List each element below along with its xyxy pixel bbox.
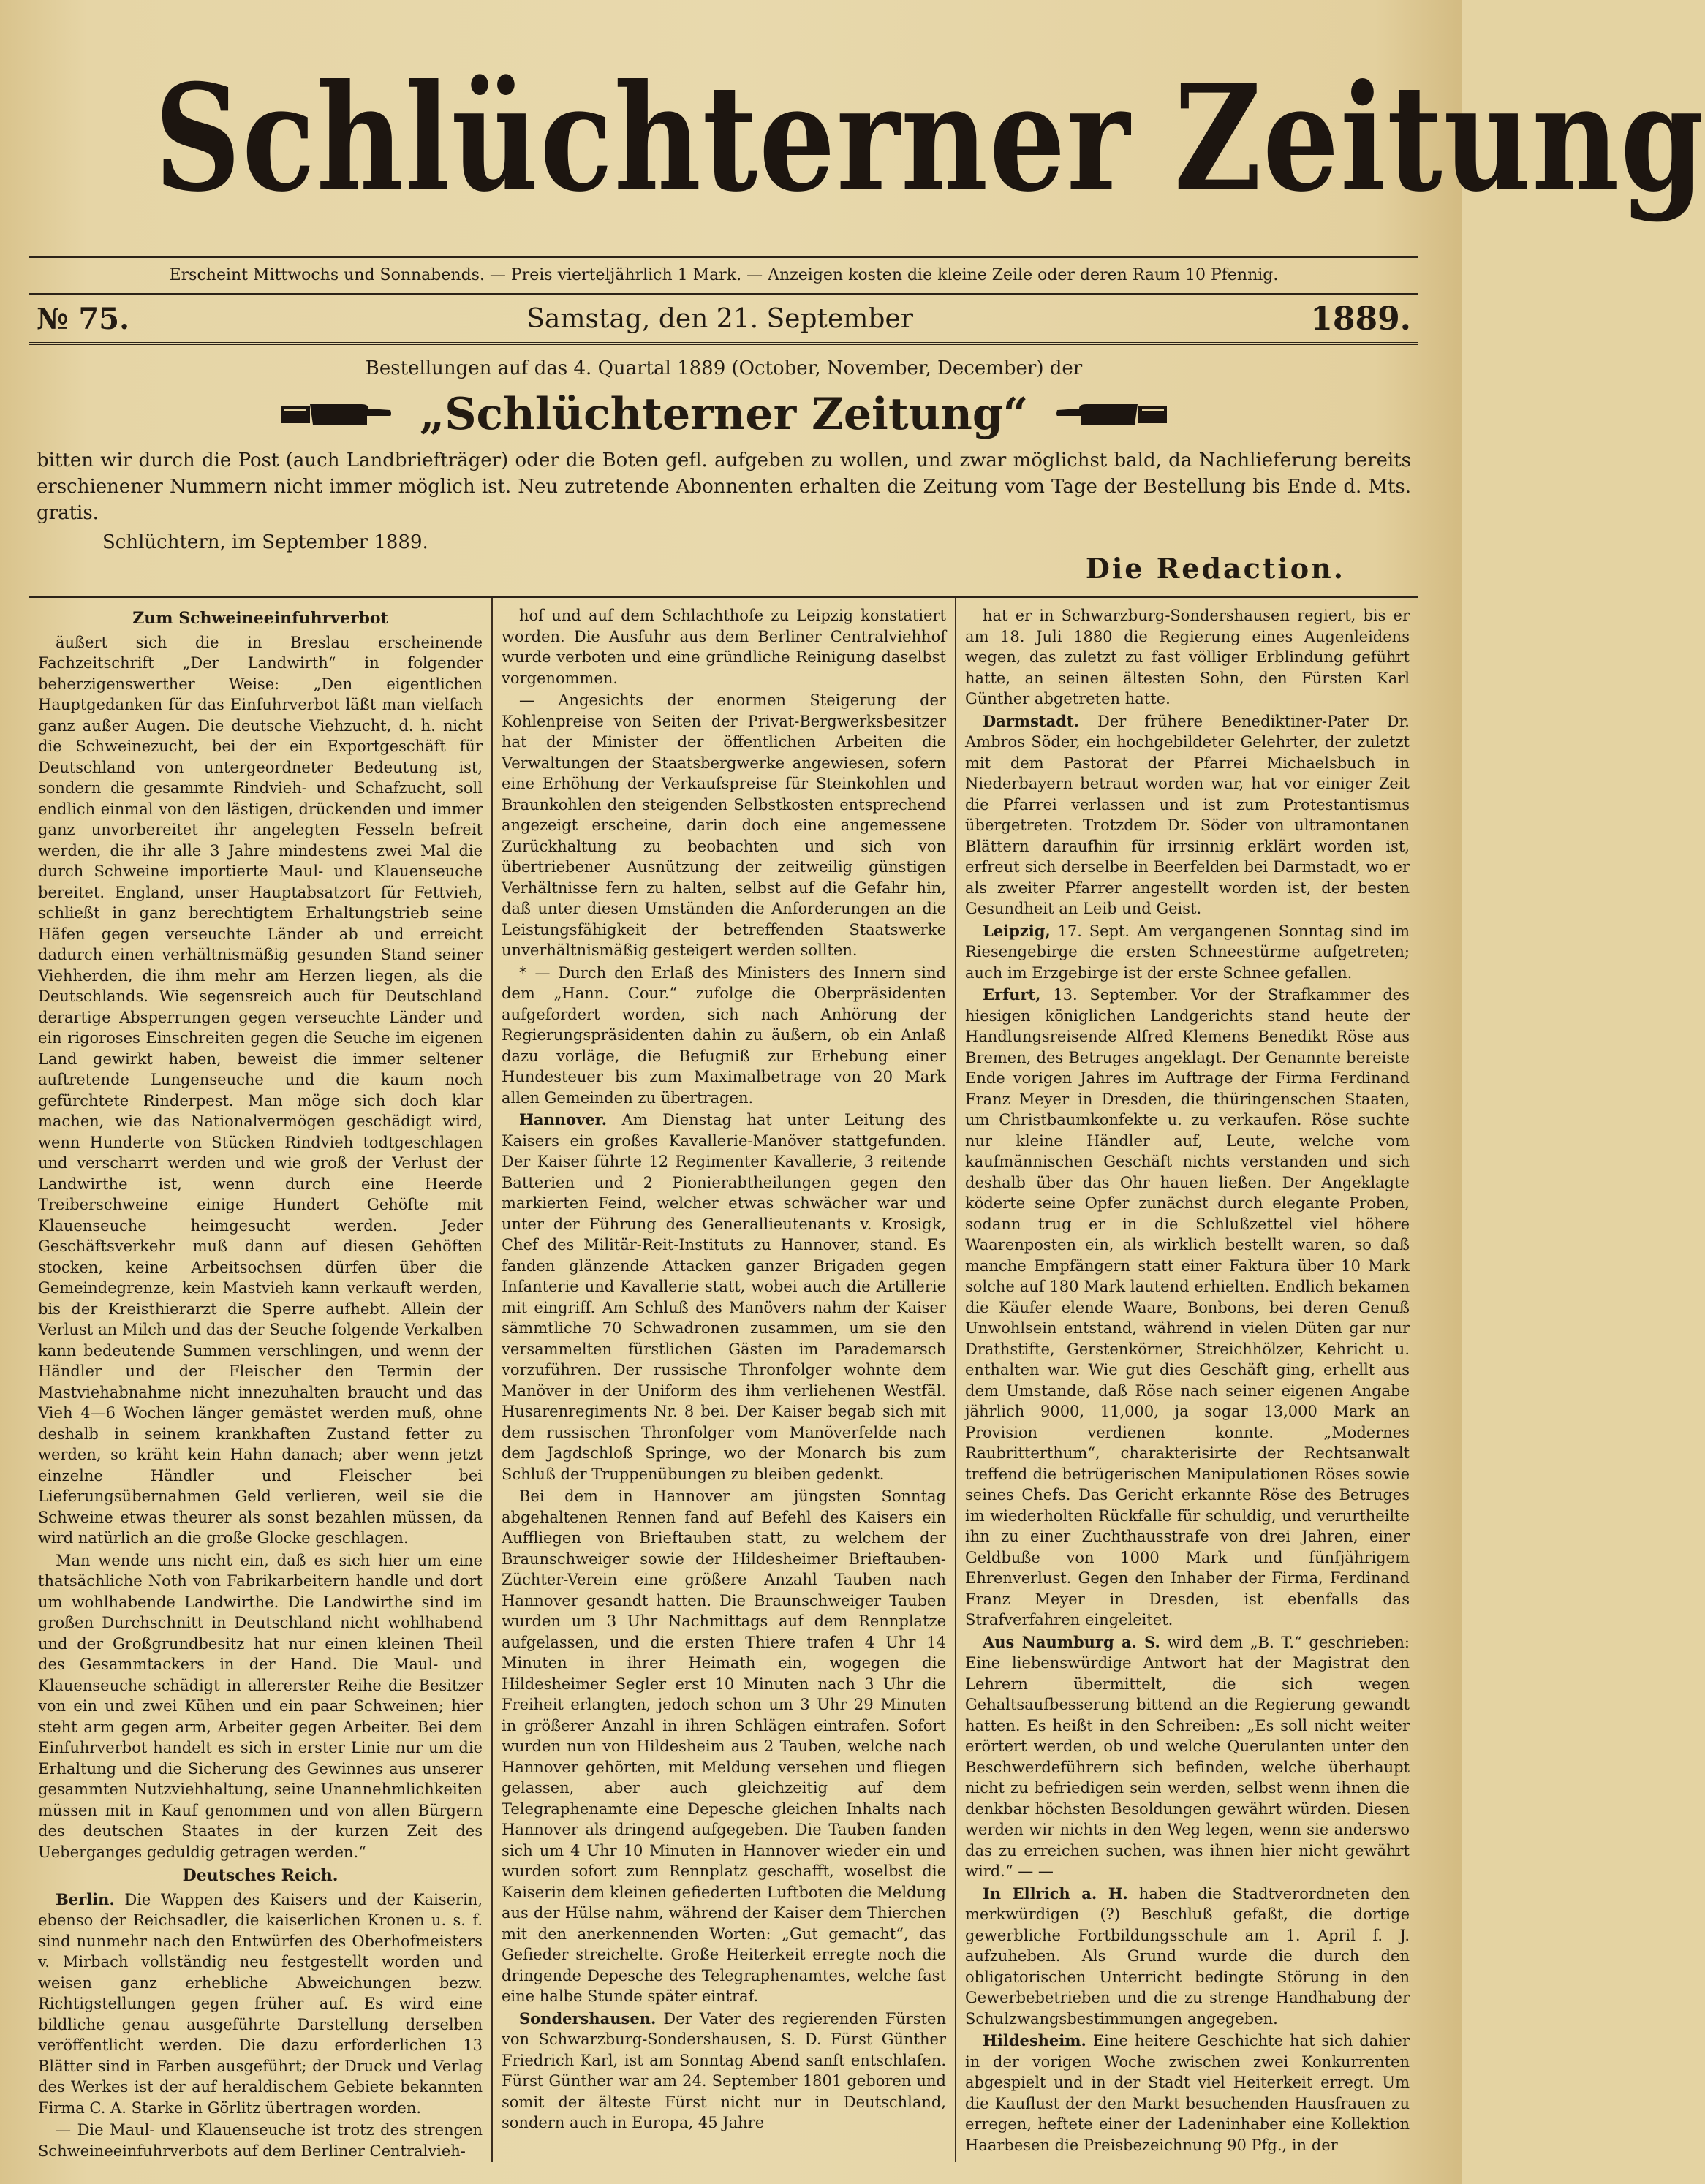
notice-signature-row	[37, 552, 1411, 585]
article-paragraph: hof und auf dem Schlachthofe zu Leipzig konstatiert worden. Die Ausfuhr aus dem Berliner Centralviehhof wurde verboten und eine gründliche Reinigung daselbst vorgenommen.	[502, 607, 946, 687]
masthead-title: Schlüchterner Zeitung	[154, 53, 1705, 224]
article-paragraph	[965, 711, 1410, 920]
pointing-hand-left-icon	[1057, 400, 1167, 429]
article-text: Eine heitere Geschichte hat sich dahier in der vorigen Woche zwischen zwei Konkurrenten abgespielt und in der Stadt viel Heiterkeit erregt. Um die Kauflust der den Markt besuchenden Hausfrauen zu erregen, heftete einer der Ladeninhaber eine Kollektion Haarbesen die Preisbezeichnung 90 Pfg., in der	[965, 2032, 1410, 2154]
dateline-place: Hildesheim.	[983, 2031, 1086, 2050]
column-2	[491, 598, 955, 2162]
notice-place-date: Schlüchtern, im September 1889.	[102, 531, 428, 553]
notice-body: bitten wir durch die Post (auch Landbriefträger) oder die Boten gefl. aufgeben zu wollen, und zwar möglichst bald, da Nachlieferung bereits erschienener Nummern nicht immer möglich ist. Neu zutretende Abonnenten erhalten die Zeitung vom Tage der Bestellung bis Ende d. Mts. gratis.	[37, 450, 1411, 524]
issue-number: № 75.	[37, 301, 129, 336]
notice-intro: Bestellungen auf das 4. Quartal 1889 (October, November, December) der	[365, 357, 1083, 379]
pointing-hand-right-icon	[281, 400, 390, 429]
subscription-notice	[29, 345, 1418, 585]
article-text: Der Vater des regierenden Fürsten von Schwarzburg-Sondershausen, S. D. Fürst Günther Friedrich Karl, ist am Sonntag Abend sanft entschlafen. Fürst Günther war am 24. September 1801 geboren und somit der älteste Fürst nicht nur in Deutschland, sondern auch in Europa, 45 Jahre	[502, 2009, 946, 2131]
article-paragraph	[965, 985, 1410, 1631]
notice-newspaper-name: „Schlüchterner Zeitung“	[419, 389, 1029, 440]
article-paragraph	[965, 2031, 1410, 2155]
article-columns	[29, 598, 1418, 2162]
issue-year: 1889.	[1310, 300, 1411, 338]
article-paragraph	[965, 1884, 1410, 2030]
article-text: 13. September. Vor der Strafkammer des hiesigen königlichen Landgerichts stand heute der Handlungsreisende Alfred Klemens Benedikt Röse aus Bremen, des Betruges angeklagt. Der Genannte bereiste Ende vorigen Jahres im Auftrage der Firma Ferdinand Franz Meyer in Dresden, die thüringenschen Staaten, um Christbaumkonfekte u. zu verkaufen. Röse suchte nur kleine Händler auf, Leute, welche vom kaufmännischen Geschäft nichts verstanden und sich deshalb über das Ohr hauen ließen. Der Angeklagte köderte seine Opfer zunächst durch elegante Proben, sodann trug er in die Schlußzettel viel höhere Waarenposten ein, als wirklich bestellt waren, so daß manche Empfängern statt einer Faktura über 10 Mark solche auf 180 Mark lautend erhielten. Endlich bekamen die Käufer elende Waare, Bonbons, bei deren Genuß Unwohlsein entstand, während in vielen Düten gar nur Drathstifte, Gerstenkörner, Streichhölzer, Kehricht u. enthalten war. Wie gut dies Geschäft ging, erhellt aus dem Umstande, daß Röse nach seiner eigenen Angabe jährlich 9000, 11,000, ja sogar 13,000 Mark an Provision verdienen konnte. „Modernes Raubritterthum“, charakterisirte der Rechtsanwalt treffend die betrügerischen Manipulationen Röses sowie seines Chefs. Das Gericht erkannte Röse des Betruges im wiederholten Rückfalle für schuldig, und verurtheilte ihn zu einer Zuchthausstrafe von drei Jahren, einer Geldbuße von 1000 Mark und fünfjährigem Ehrenverlust. Gegen den Inhaber der Firma, Ferdinand Franz Meyer in Dresden, ist ebenfalls das Strafverfahren eingeleitet.	[965, 986, 1410, 1628]
article-text: 17. Sept. Am vergangenen Sonntag sind im Riesengebirge die ersten Schneestürme aufgetreten; auch im Erzgebirge ist der erste Schnee gefallen.	[965, 922, 1410, 982]
dateline-place: Darmstadt.	[983, 711, 1079, 730]
article-text: Die Wappen des Kaisers und der Kaiserin, ebenso der Reichsadler, die kaiserlichen Kronen u. s. f. sind nunmehr nach den Entwürfen des Oberhofmeisters v. Mirbach vollständig neu festgestellt worden und weisen ganz erhebliche Abweichungen bezw. Richtigstellungen gegen früher auf. Es wird eine bildliche genau ausgeführte Darstellung derselben veröffentlicht werden. Die dazu erforderlichen 13 Blätter sind in Farben ausgeführt; der Druck und Verlag des Werkes ist der auf heraldischem Gebiete bekannten Firma C. A. Starke in Görlitz übertragen worden.	[38, 1890, 483, 2117]
dateline-place: Leipzig,	[983, 921, 1051, 940]
article-paragraph: — Angesichts der enormen Steigerung der Kohlenpreise von Seiten der Privat-Bergwerksbesitzer hat der Minister der öffentlichen Arbeiten die Verwaltungen der Staatsbergwerke angewiesen, sofern eine Erhöhung der Verkaufspreise für Steinkohlen und Braunkohlen den steigenden Selbstkosten entsprechend angezeigt erscheine, darin doch eine angemessene Zurückhaltung zu beobachten und sich von übertriebener Ausnützung der zeitweilig günstigen Verhältnisse fern zu halten, selbst auf die Gefahr hin, daß unter diesen Umständen die Anforderungen an die Leistungsfähigkeit der betreffenden Staatswerke unverhältnismäßig gesteigert werden sollten.	[502, 691, 946, 959]
article-paragraph: Bei dem in Hannover am jüngsten Sonntag abgehaltenen Rennen fand auf Befehl des Kaisers ein Auffliegen von Brieftauben statt, zu welchem der Braunschweiger sowie der Hildesheimer Brieftauben-Züchter-Verein eine größere Anzahl Tauben nach Hannover gesandt hatten. Die Braunschweiger Tauben wurden um 3 Uhr Nachmittags auf dem Rennplatze aufgelassen, und die ersten Thiere trafen 4 Uhr 14 Minuten in ihrer Heimath ein, wogegen die Hildesheimer Segler erst 10 Minuten nach 3 Uhr die Freiheit erlangten, jedoch schon um 3 Uhr 29 Minuten in größerer Anzahl in ihren Schlägen eintrafen. Sofort wurden nun von Hildesheim aus 2 Tauben, welche nach Hannover gehörten, mit Meldung versehen und fliegen gelassen, aber auch gleichzeitig auf dem Telegraphenamte eine Depesche gleichen Inhalts nach Hannover als dringend aufgegeben. Die Tauben fanden sich um 4 Uhr 10 Minuten in Hannover wieder ein und wurden sofort zum Rennplatz geschafft, woselbst die Kaiserin dem kleinen gefiederten Luftboten die Meldung aus der Hülse nahm, während der Kaiser dem Thierchen mit den anerkennenden Worten: „Gut gemacht“, das Gefieder streichelte. Große Heiterkeit erregte noch die dringende Depesche des Telegraphenamtes, welche fast eine halbe Stunde später eintraf.	[502, 1487, 946, 2005]
dateline-place: Berlin.	[56, 1889, 115, 1908]
dateline-place: Sondershausen.	[519, 2009, 657, 2028]
notice-title-row	[37, 382, 1411, 447]
dateline-place: Aus Naumburg a. S.	[983, 1632, 1160, 1651]
dateline-place: Erfurt,	[983, 985, 1041, 1004]
article-paragraph: äußert sich die in Breslau erscheinende Fachzeitschrift „Der Landwirth“ in folgender beherzigenswerther Weise: „Den eigentlichen Hauptgedanken für das Einfuhrverbot läßt man vielfach ganz außer Augen. Die deutsche Viehzucht, d. h. nicht die Schweinezucht, bei der ein Exportgeschäft für Deutschland von untergeordneter Bedeutung ist, sondern die gesammte Rindvieh- und Schafzucht, soll endlich einmal von den lästigen, drückenden und immer ganz unvorbereitet ihr angelegten Fesseln befreit werden, die ihr alle 3 Jahre mindestens zwei Mal die durch Schweine importierte Maul- und Klauenseuche bereitet. England, unser Hauptabsatzort für Fettvieh, schließt in ganz berechtigtem Erhaltungstrieb seine Häfen gegen verseuchte Länder ab und erreicht dadurch einen verhältnismäßig gesunden Stand seiner Viehherden, die ihm mehr am Herzen liegen, als die Deutschlands. Wie segensreich auch für Deutschland derartige Absperrungen gegen verseuchte Länder und ein rigoroses Einschreiten gegen die Seuche im eigenen Land gewirkt haben, beweist die immer seltener auftretende Lungenseuche und die kaum noch gefürchtete Rinderpest. Man möge sich doch klar machen, wie das Nationalvermögen geschädigt wird, wenn Hunderte von Stücken Rindvieh todtgeschlagen und verscharrt werden und wie groß der Verlust der Landwirthe ist, wenn durch eine Heerde Treiberschweine einige Hundert Gehöfte mit Klauenseuche heimgesucht werden. Jeder Geschäftsverkehr muß dann auf diesen Gehöften stocken, keine Arbeitsochsen dürfen über die Gemeindegrenze, kein Mastvieh kann verkauft werden, bis der Kreisthierarzt die Sperre aufhebt. Allein der Verlust an Milch und das der Seuche folgende Verkalben kann bedeutende Summen verschlingen, und wenn der Händler und der Fleischer den Termin der Mastviehabnahme nicht innezuhalten braucht und das Vieh 4—6 Wochen länger gemästet werden muß, ohne deshalb in seinem krankhaften Zustand fetter zu werden, so kräht kein Hahn danach; aber wenn jetzt einzelne Händler und Fleischer bei Lieferungsübernahmen Geld verlieren, weil sie die Schweine etwas theurer als sonst bezahlen müssen, da wird natürlich an die große Glocke geschlagen.	[38, 633, 483, 1547]
article-text: haben die Stadtverordneten den merkwürdigen (?) Beschluß gefaßt, die dortige gewerbliche Fortbildungsschule am 1. April f. J. aufzuheben. Als Grund wurde die durch den obligatorischen Unterricht bedingte Störung in den Gewerbebetrieben und die zu strenge Handhabung der Schulzwangsbestimmungen angegeben.	[965, 1884, 1410, 2028]
article-text: Der frühere Benediktiner-Pater Dr. Ambros Söder, ein hochgebildeter Gelehrter, der zuletzt mit dem Pastorat der Pfarrei Michaelsbuch in Niederbayern betraut worden war, hat vor einiger Zeit die Pfarrei verlassen und ist zum Protestantismus übergetreten. Trotzdem Dr. Söder von ultramontanen Blättern daraufhin für irrsinnig erklärt worden ist, erfreut sich derselbe in Beerfelden bei Darmstadt, wo er als zweiter Pfarrer angestellt worden ist, der besten Gesundheit an Leib und Geist.	[965, 712, 1410, 917]
column-3	[955, 598, 1418, 2162]
publication-info: Erscheint Mittwochs und Sonnabends. — Preis vierteljährlich 1 Mark. — Anzeigen kosten die kleine Zeile oder deren Raum 10 Pfennig.	[29, 256, 1418, 293]
section-heading-deutsches-reich: Deutsches Reich.	[182, 1866, 339, 1885]
article-paragraph: hat er in Schwarzburg-Sondershausen regiert, bis er am 18. Juli 1880 die Regierung eines Augenleidens wegen, das zuletzt zu fast völliger Erblindung geführt hatte, an seinen ältesten Sohn, den Fürsten Karl Günther abgetreten hatte.	[965, 607, 1410, 708]
article-paragraph: — Die Maul- und Klauenseuche ist trotz des strengen Schweineeinfuhrverbots auf dem Berliner Centralvieh-	[38, 2121, 483, 2160]
article-paragraph	[502, 1110, 946, 1485]
article-paragraph	[965, 921, 1410, 984]
dateline	[29, 293, 1418, 345]
article-text: Am Dienstag hat unter Leitung des Kaisers ein großes Kavallerie-Manöver stattgefunden. Der Kaiser führte 12 Regimenter Kavallerie, 3 reitende Batterien und 2 Pionierabtheilungen gegen den markierten Feind, welcher etwas schwächer war und unter der Führung des Generallieutenants v. Krosigk, Chef des Militär-Reit-Instituts zu Hannover, stand. Es fanden glänzende Attacken ganzer Brigaden gegen Infanterie und Kavallerie statt, wobei auch die Artillerie mit eingriff. Am Schluß des Manövers nahm der Kaiser sämmtliche 70 Schwadronen zusammen, um sie den versammelten fürstlichen Gästen im Parademarsch vorzuführen. Der russische Thronfolger wohnte dem Manöver in der Uniform des ihm verliehenen Westfäl. Husarenregiments Nr. 8 bei. Der Kaiser begab sich mit dem russischen Thronfolger vom Manöverfelde nach dem Jagdschloß Springe, wo der Monarch bis zum Schluß der Truppenübungen zu bleiben gedenkt.	[502, 1111, 946, 1483]
notice-signature: Die Redaction.	[1085, 552, 1345, 585]
article-heading-schweineeinfuhrverbot: Zum Schweineeinfuhrverbot	[132, 609, 388, 628]
column-1	[29, 598, 491, 2162]
article-paragraph: * — Durch den Erlaß des Ministers des Innern sind dem „Hann. Cour.“ zufolge die Oberpräsidenten aufgefordert worden, sich nach Anhörung der Regierungspräsidenten dahin zu äußern, ob ein Anlaß dazu vorläge, die Befugniß zur Erhebung einer Hundesteuer bis zum Maximalbetrage von 20 Mark allen Gemeinden zu übertragen.	[502, 963, 946, 1107]
article-paragraph: Man wende uns nicht ein, daß es sich hier um eine thatsächliche Noth von Fabrikarbeitern handle und dort um wohlhabende Landwirthe. Die Landwirthe sind im großen Durchschnitt in Deutschland nicht wohlhabend und der Großgrundbesitz hat nur einen kleinen Theil des Gesammtackers in der Hand. Die Maul- und Klauenseuche schädigt in allererster Reihe die Besitzer von ein und zwei Kühen und ein paar Schweinen; hier steht arm gegen arm, Arbeiter gegen Arbeiter. Bei dem Einfuhrverbot handelt es sich in erster Linie nur um die Erhaltung und die Sicherung des Gewinnes aus unserer gesammten Nutzviehhaltung, seine Unannehmlichkeiten müssen mit in Kauf genommen und von allen Bürgern des deutschen Staates in der kurzen Zeit des Ueberganges geduldig getragen werden.“	[38, 1551, 483, 1861]
dateline-place: Hannover.	[519, 1110, 608, 1129]
dateline-place: In Ellrich a. H.	[983, 1884, 1128, 1903]
article-paragraph	[965, 1632, 1410, 1882]
article-text: wird dem „B. T.“ geschrieben: Eine liebenswürdige Antwort hat der Magistrat den Lehrern übermittelt, die sich wegen Gehaltsaufbesserung bittend an die Regierung gewandt hatten. Es heißt in den Schreiben: „Es soll nicht weiter erörtert werden, ob und welche Querulanten unter den Beschwerdeführern sich befinden, welche überhaupt nicht zu befriedigen sein werden, selbst wenn ihnen die denkbar höchsten Besoldungen gewährt würden. Diesen werden wir nichts in den Weg legen, wenn sie anderswo das zu erreichen suchen, was ihnen hier nicht gewährt wird.“ — —	[965, 1633, 1410, 1880]
issue-date: Samstag, den 21. September	[526, 303, 913, 334]
article-paragraph	[38, 1889, 483, 2119]
article-paragraph	[502, 2009, 946, 2134]
